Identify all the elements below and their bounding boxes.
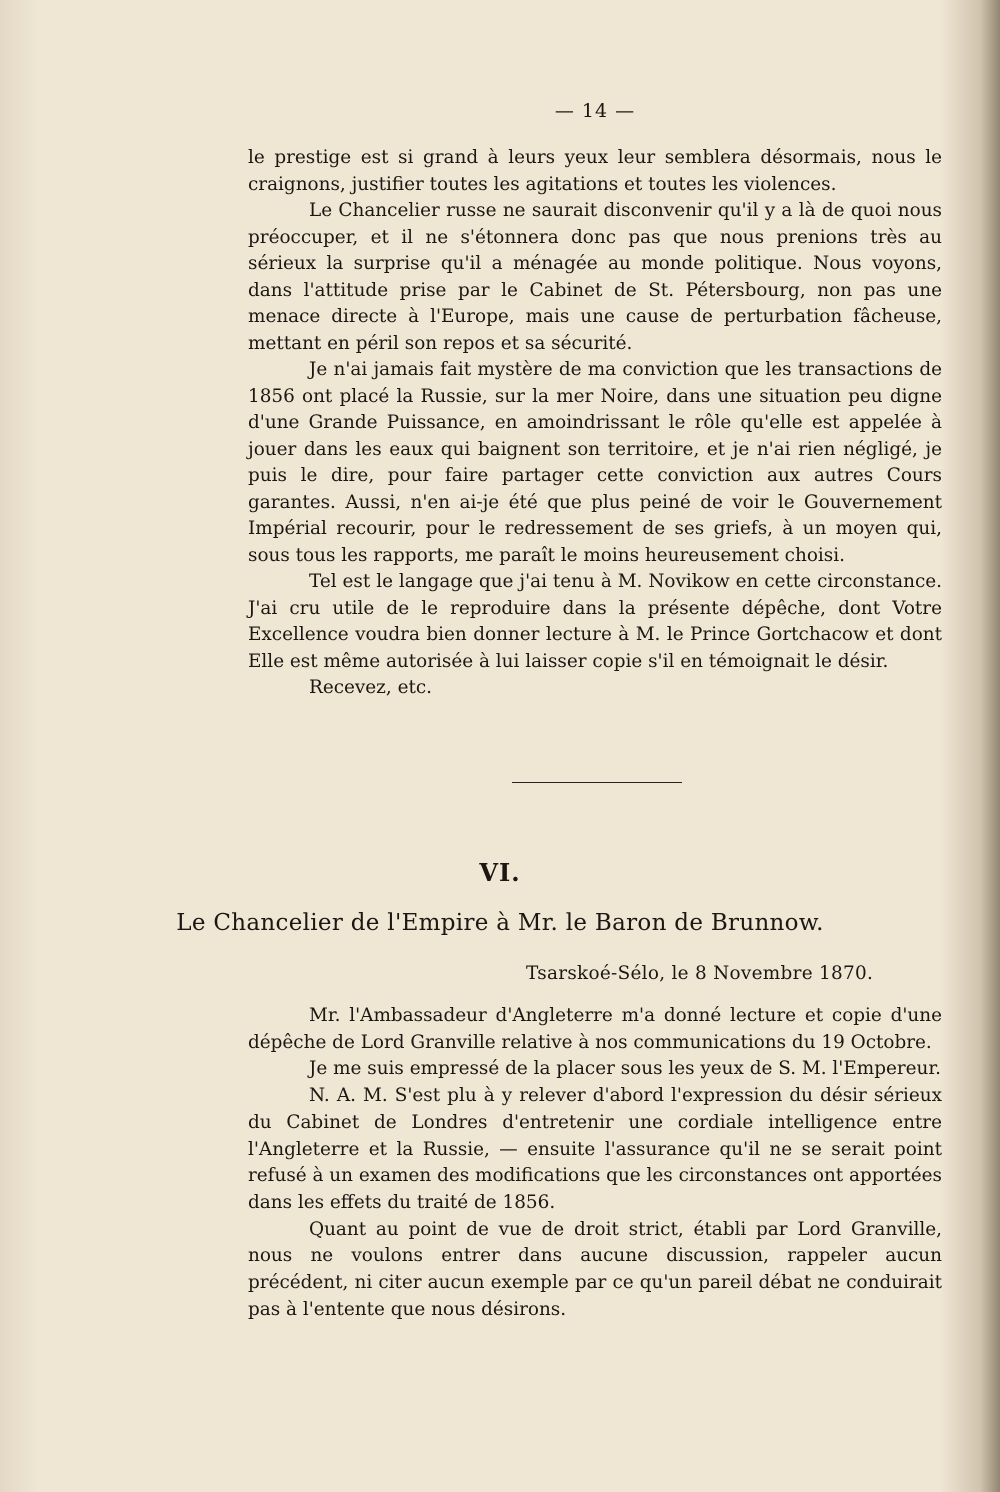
section-divider [512, 782, 682, 783]
paragraph: Tel est le langage que j'ai tenu à M. Novikow en cette circonstance. J'ai cru utile de le reproduire dans la présente dépêche, dont Votre Excellence voudra bien donner lecture à M. le Prince Gortchacow et dont Elle est même autorisée à lui laisser copie s'il en témoignait le désir. [248, 571, 942, 672]
paragraph: N. A. M. S'est plu à y relever d'abord l'expression du désir sérieux du Cabinet de Londres d'entretenir une cordiale intelligence entre l'Angleterre et la Russie, — ensuite l'assurance qu'il ne se serait point refusé à un examen des modifications que les circonstances ont apportées dans les effets du traité de 1856. [248, 1085, 942, 1213]
paragraph: le prestige est si grand à leurs yeux leur semblera désormais, nous le craignons, justifier toutes les agitations et toutes les violences. [248, 147, 942, 195]
paragraph: Mr. l'Ambassadeur d'Angleterre m'a donné lecture et copie d'une dépêche de Lord Granville relative à nos communications du 19 Octobre. [248, 1005, 942, 1053]
paragraph: Le Chancelier russe ne saurait disconvenir qu'il y a là de quoi nous préoccuper, et il ne s'étonnera donc pas que nous prenions très au sérieux la surprise qu'il a ménagée au monde politique. Nous voyons, dans l'attitude prise par le Cabinet de St. Pétersbourg, non pas une menace directe à l'Europe, mais une cause de perturbation fâcheuse, mettant en péril son repos et sa sécurité. [248, 200, 942, 354]
letter-title: Le Chancelier de l'Empire à Mr. le Baron de Brunnow. [176, 910, 824, 936]
paragraph: Je me suis empressé de la placer sous les yeux de S. M. l'Empereur. [309, 1058, 941, 1080]
dateline: Tsarskoé-Sélo, le 8 Novembre 1870. [526, 963, 874, 984]
letter-continuation [248, 145, 942, 702]
paragraph: Je n'ai jamais fait mystère de ma conviction que les transactions de 1856 ont placé la Russie, sur la mer Noire, dans une situation peu digne d'une Grande Puissance, en amoindrissant le rôle qu'elle est appelée à jouer dans les eaux qui baignent son territoire, et je n'ai rien négligé, je puis le dire, pour faire partager cette conviction aux autres Cours garantes. Aussi, n'en ai-je été que plus peiné de voir le Gouvernement Impérial recourir, pour le redressement de ses griefs, à un moyen qui, sous tous les rapports, me paraît le moins heureusement choisi. [248, 359, 942, 566]
letter-body [248, 1003, 942, 1323]
closing-formula: Recevez, etc. [309, 677, 432, 698]
paragraph: Quant au point de vue de droit strict, établi par Lord Granville, nous ne voulons entrer dans aucune discussion, rappeler aucun précédent, ni citer aucun exemple par ce qu'un pareil débat ne conduirait pas à l'entente que nous désirons. [248, 1218, 942, 1320]
page-number: — 14 — [554, 100, 636, 122]
section-numeral: VI. [479, 858, 521, 887]
